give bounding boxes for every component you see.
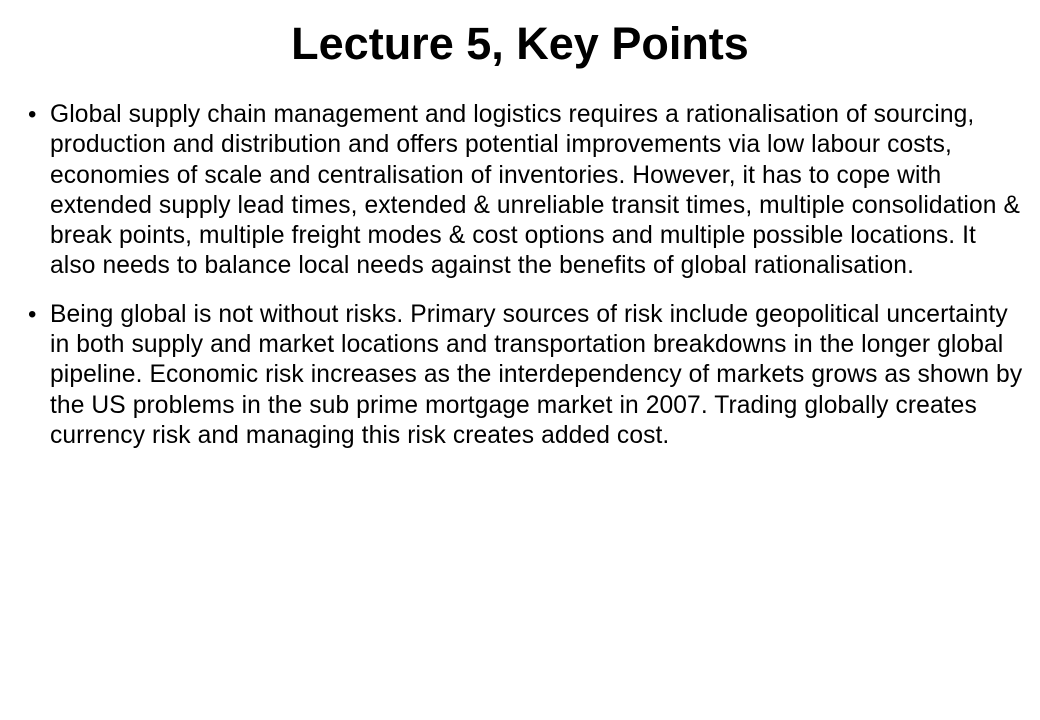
bullet-icon: • [28,300,37,328]
bullet-list [28,100,1028,469]
bullet-icon: • [28,101,37,128]
bullet-text-1: Global supply chain management and logistics requires a rationalisation of sourcing, production and distribution and offers potential improvements via low labour costs, economies of scale and centralisation of inventories. However, it has to cope with extended supply lead times, extended & unreliable transit times, multiple consolidation & break points, multiple freight modes & cost options and multiple possible locations. It also needs to balance local needs against the benefits of global rationalisation. [50,101,1020,280]
bullet-item-1 [28,100,1028,282]
bullet-item-2 [28,300,1028,451]
slide-title: Lecture 5, Key Points [291,18,749,69]
bullet-text-2: Being global is not without risks. Primary sources of risk include geopolitical uncertainty in both supply and market locations and transportation breakdowns in the longer global pipeline. Economic risk increases as the interdependency of markets grows as shown by the US problems in the sub prime mortgage market in 2007. Trading globally creates currency risk and managing this risk creates added cost. [50,300,1023,449]
